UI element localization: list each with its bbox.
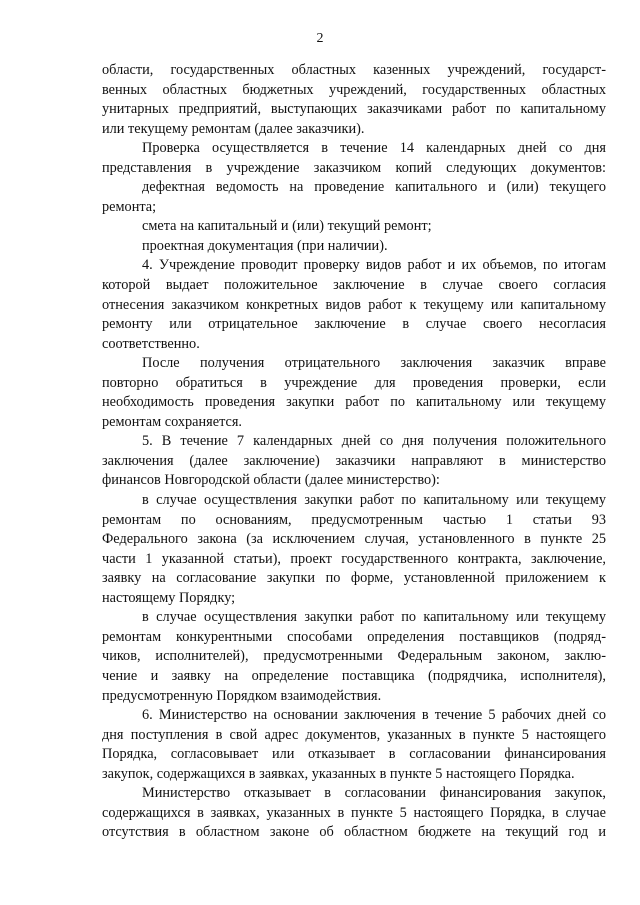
text-line: Федерального закона (за исключением случая, установленного в пункте 25: [102, 531, 606, 548]
text-line: повторно обратиться в учреждение для проведения проверки, если: [102, 374, 606, 391]
text-line: необходимость проведения закупки работ по капитальному или текущему: [102, 394, 606, 411]
text-line: закупок, содержащихся в заявках, указанных в пункте 5 настоящего Порядка.: [102, 765, 575, 782]
text-line: отнесения заказчиком конкретных видов работ к текущему или капитальному: [102, 296, 606, 313]
text-line: ремонта;: [102, 198, 157, 215]
text-line: или текущему ремонтам (далее заказчики).: [102, 120, 365, 137]
text-line: Проверка осуществляется в течение 14 календарных дней со дня: [142, 140, 606, 157]
text-line: ремонтам конкурентными способами определения поставщиков (подряд-: [102, 628, 606, 645]
text-line: Министерство отказывает в согласовании финансирования закупок,: [142, 785, 606, 802]
text-line: заявку на согласование закупки по форме, установленной приложением к: [102, 570, 606, 587]
text-line: дефектная ведомость на проведение капитального и (или) текущего: [142, 179, 606, 196]
text-line: в случае осуществления закупки работ по капитальному или текущему: [142, 609, 606, 626]
text-line: финансов Новгородской области (далее министерство):: [102, 472, 440, 489]
text-line: 6. Министерство на основании заключения в течение 5 рабочих дней со: [142, 707, 606, 724]
text-line: чиков, исполнителей), предусмотренными Федеральным законом, заклю-: [102, 648, 606, 665]
text-line: представления в учреждение заказчиком копий следующих документов:: [102, 159, 606, 176]
text-line: проектная документация (при наличии).: [142, 237, 388, 254]
text-line: области, государственных областных казенных учреждений, государст-: [102, 62, 606, 78]
text-line: венных областных бюджетных учреждений, государственных областных: [102, 81, 606, 98]
text-line: смета на капитальный и (или) текущий ремонт;: [142, 218, 432, 235]
text-line: соответственно.: [102, 335, 200, 352]
page-number: 2: [316, 31, 324, 46]
text-line: которой выдает положительное заключение в случае своего согласия: [102, 277, 606, 294]
text-line: ремонтам сохраняется.: [102, 413, 243, 430]
text-line: 5. В течение 7 календарных дней со дня получения положительного: [142, 433, 606, 450]
document-body: [102, 61, 606, 843]
text-line: ремонту или отрицательное заключение в случае своего несогласия: [102, 316, 606, 333]
text-line: части 1 указанной статьи), проект государственного контракта, заключение,: [102, 550, 606, 567]
text-line: После получения отрицательного заключения заказчик вправе: [142, 355, 606, 372]
text-line: содержащихся в заявках, указанных в пункте 5 настоящего Порядка, в случае: [102, 804, 606, 821]
text-line: заключения (далее заключение) заказчики направляют в министерство: [102, 452, 606, 469]
text-line: ремонтам по основаниям, предусмотренным частью 1 статьи 93: [102, 511, 606, 528]
text-line: отсутствия в областном законе об областном бюджете на текущий год и: [102, 824, 606, 841]
text-line: 4. Учреждение проводит проверку видов работ и их объемов, по итогам: [142, 257, 606, 274]
text-line: Порядка, согласовывает или отказывает в согласовании финансирования: [102, 746, 606, 763]
text-line: предусмотренную Порядком взаимодействия.: [102, 687, 382, 704]
text-line: дня поступления в свой адрес документов, указанных в пункте 5 настоящего: [102, 726, 606, 743]
text-line: настоящему Порядку;: [102, 589, 236, 606]
text-line: чение и заявку на определение поставщика (подрядчика, исполнителя),: [102, 667, 606, 684]
text-line: в случае осуществления закупки работ по капитальному или текущему: [142, 492, 606, 509]
text-line: унитарных предприятий, выступающих заказчиками работ по капитальному: [102, 101, 606, 118]
